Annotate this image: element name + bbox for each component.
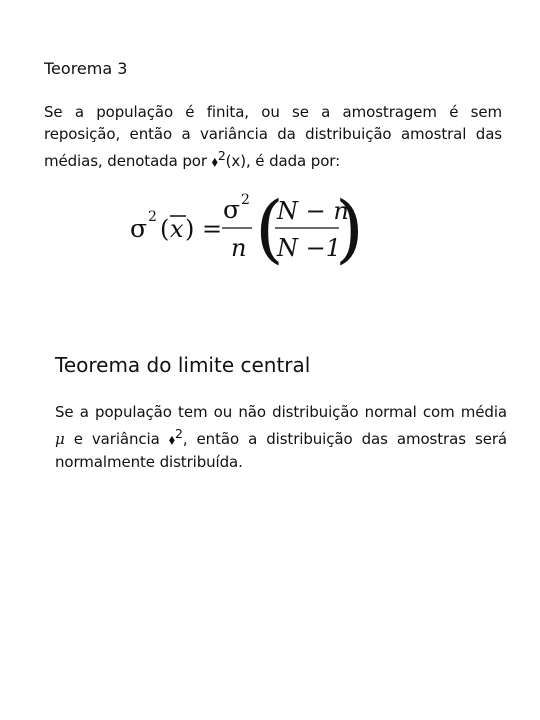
lhs-x: x bbox=[170, 215, 184, 243]
numerator-exponent: 2 bbox=[241, 192, 250, 208]
variance-superscript: 2 bbox=[174, 426, 183, 441]
lhs-sigma: σ bbox=[130, 214, 148, 243]
central-limit-theorem-paragraph bbox=[55, 401, 507, 473]
lhs-exponent: 2 bbox=[148, 209, 157, 225]
variance-symbol: ⬧ bbox=[211, 154, 218, 170]
inner-numerator: N − n bbox=[277, 197, 349, 225]
denominator-n: n bbox=[231, 234, 247, 262]
lhs-open-paren: ( bbox=[160, 215, 170, 243]
numerator-sigma: σ bbox=[223, 195, 241, 224]
big-close-paren: ) bbox=[335, 186, 364, 272]
central-limit-theorem-title: Teorema do limite central bbox=[55, 353, 311, 377]
big-open-paren: ( bbox=[255, 186, 284, 272]
theorem-3-text-part-2: (x), é dada por: bbox=[225, 152, 341, 170]
lhs-close-paren: ) bbox=[185, 215, 195, 243]
clt-text-part-3: , então a distribuição das amostras será normalmente distribuída. bbox=[55, 430, 507, 471]
clt-text-part-2: e variância bbox=[64, 430, 169, 448]
mu-symbol: μ bbox=[55, 430, 65, 448]
inner-denominator: N −1 bbox=[277, 234, 342, 262]
variance-formula bbox=[128, 186, 364, 272]
theorem-3-title: Teorema 3 bbox=[44, 59, 128, 78]
equals-sign: = bbox=[202, 215, 223, 243]
variance-symbol: ⬧ bbox=[168, 432, 175, 448]
theorem-3-text-part-1: Se a população é finita, ou se a amostragem é sem reposição, então a variância da distribuição amostral das médias, denotada por bbox=[44, 103, 502, 170]
variance-superscript: 2 bbox=[217, 148, 226, 163]
theorem-3-paragraph bbox=[44, 101, 502, 173]
clt-text-part-1: Se a população tem ou não distribuição normal com média bbox=[55, 403, 507, 421]
